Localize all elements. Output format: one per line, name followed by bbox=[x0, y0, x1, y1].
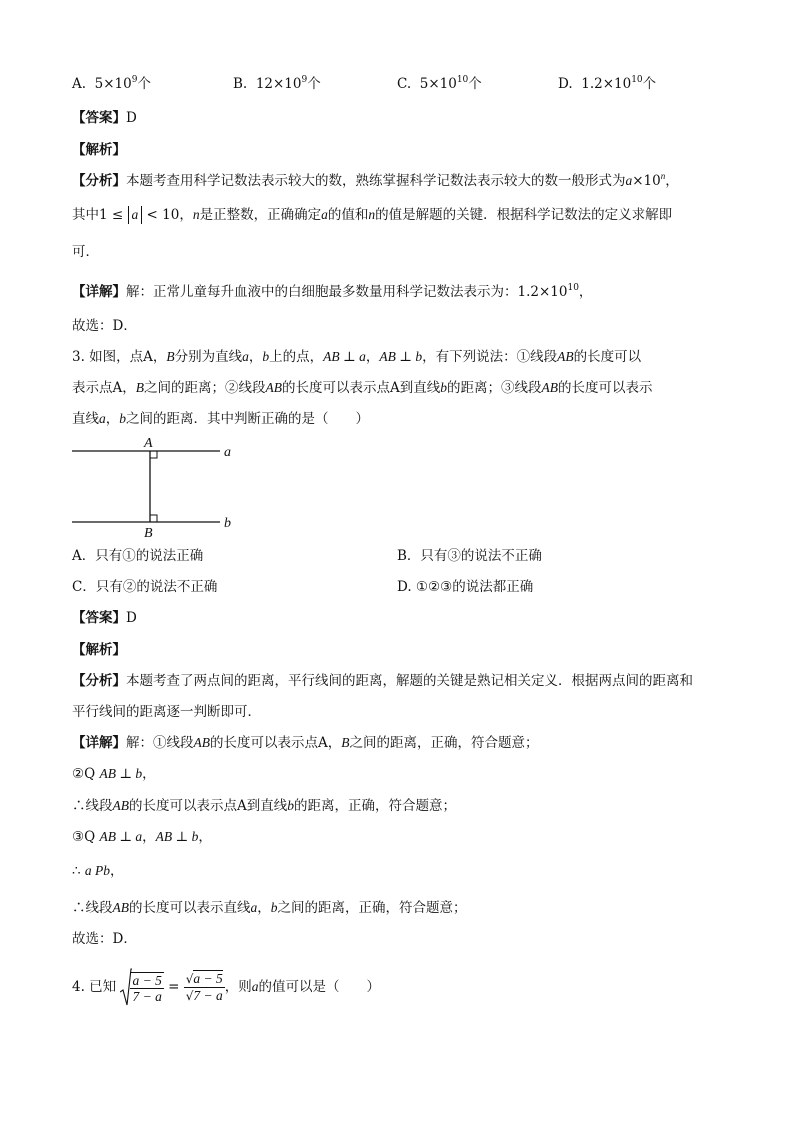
q2-option-d bbox=[558, 75, 656, 93]
q3-xiangjie-line-4 bbox=[72, 828, 212, 846]
text: 之间的距离．其中判断正确的是（ ） bbox=[126, 411, 369, 427]
numerator-root bbox=[184, 971, 225, 988]
q2-fenxi-line-3 bbox=[72, 243, 99, 261]
option-value: 12×10 bbox=[255, 76, 302, 92]
q2-xiangjie bbox=[72, 283, 592, 301]
text: 之间的距离，正确，符合题意； bbox=[277, 900, 467, 916]
math-var: b bbox=[440, 380, 447, 395]
math-var: B bbox=[135, 380, 144, 395]
fraction-left bbox=[130, 972, 163, 1004]
text: 是正整数，正确确定 bbox=[199, 207, 322, 223]
text: ， bbox=[142, 829, 156, 845]
q3-xiangjie-line-5 bbox=[72, 862, 124, 880]
math-expr: a Pb bbox=[84, 863, 111, 878]
q3-answer bbox=[72, 609, 137, 627]
text: 的值可以是（ ） bbox=[258, 979, 381, 995]
text: ， bbox=[110, 863, 124, 879]
math-var: b bbox=[270, 900, 278, 915]
text: ， bbox=[142, 766, 156, 782]
text: 的距离，正确，符合题意； bbox=[294, 798, 456, 814]
option-value: 5×10 bbox=[94, 76, 132, 92]
math-expr: AB ⊥ a bbox=[99, 829, 143, 844]
q3-option-c: C．只有②的说法不正确 bbox=[72, 579, 218, 595]
q3-xiangjie-line-1 bbox=[72, 734, 539, 752]
q2-answer bbox=[72, 109, 137, 127]
text: 其中 bbox=[72, 207, 99, 223]
text: 故选：D． bbox=[72, 931, 137, 947]
text: 之间的距离，正确，符合题意； bbox=[349, 735, 539, 751]
fraction-right bbox=[184, 971, 225, 1004]
text: 的长度可以表示点A到直线 bbox=[282, 380, 441, 396]
radical-icon: √ bbox=[185, 972, 194, 986]
math-var: AB bbox=[193, 735, 210, 750]
math-var: AB bbox=[557, 349, 574, 364]
q3-stem-line-3 bbox=[72, 410, 369, 428]
q2-fenxi-line-2 bbox=[72, 206, 672, 224]
text: 的距离；③线段 bbox=[447, 380, 542, 396]
text: ， bbox=[105, 411, 120, 427]
math-var: n bbox=[368, 207, 376, 222]
denominator: 7 − a bbox=[193, 988, 223, 1003]
text: 的长度可以表示点A到直线 bbox=[129, 798, 288, 814]
text: 的长度可以表示直线 bbox=[129, 900, 251, 916]
numerator: a − 5 bbox=[193, 971, 223, 986]
option-unit: 个 bbox=[307, 76, 321, 92]
math-expr: AB ⊥ b bbox=[155, 829, 199, 844]
right-angle-mark-b bbox=[150, 515, 157, 522]
text: 直线 bbox=[72, 411, 99, 427]
text: 4. 已知 bbox=[72, 979, 117, 995]
math-var: a bbox=[251, 979, 259, 994]
text: ，有下列说法：①线段 bbox=[422, 349, 558, 365]
math-var: b bbox=[287, 798, 294, 813]
text: ∴线段 bbox=[72, 900, 113, 916]
math-var: AB bbox=[265, 380, 282, 395]
analysis-tag: 【解析】 bbox=[72, 142, 126, 158]
text: 的值是解题的关键．根据科学记数法的定义求解即 bbox=[375, 207, 673, 223]
math-var: AB bbox=[112, 798, 129, 813]
text: 的长度可以表示点A， bbox=[210, 735, 342, 751]
option-letter: C. bbox=[397, 76, 412, 92]
fenxi-tag: 【分析】 bbox=[72, 673, 126, 689]
analysis-tag: 【解析】 bbox=[72, 642, 126, 658]
math-var: B bbox=[166, 349, 175, 364]
text: 的值和 bbox=[327, 207, 369, 223]
math-var: AB bbox=[112, 900, 129, 915]
math-var: AB bbox=[541, 380, 558, 395]
answer-value: D bbox=[126, 610, 137, 626]
label-point-b: B bbox=[144, 526, 153, 541]
math-var: a bbox=[99, 411, 106, 426]
answer-tag: 【答案】 bbox=[72, 610, 126, 626]
math-var: a bbox=[321, 207, 328, 222]
answer-value: D bbox=[126, 110, 137, 126]
text: ③Q bbox=[72, 829, 96, 845]
math-var: a bbox=[625, 173, 633, 188]
q3-figure bbox=[60, 433, 260, 543]
equals-sign: = bbox=[168, 979, 180, 995]
q3-stem-line-2 bbox=[72, 379, 653, 397]
text: ∴线段 bbox=[72, 798, 113, 814]
math-var: b bbox=[119, 411, 126, 426]
text: 解：正常儿童每升血液中的白细胞最多数量用科学记数法表示为： bbox=[126, 284, 518, 300]
math-var: n bbox=[192, 207, 200, 222]
math-text: < 10 bbox=[146, 207, 180, 223]
label-point-a: A bbox=[144, 436, 153, 451]
math-exponent: 10 bbox=[567, 283, 579, 293]
text: ， bbox=[198, 829, 212, 845]
option-exponent: 9 bbox=[131, 75, 138, 85]
q4-stem bbox=[72, 966, 380, 1008]
option-unit: 个 bbox=[468, 76, 482, 92]
absolute-value bbox=[128, 206, 143, 224]
math-var: a bbox=[131, 207, 139, 222]
q3-option-d: D. ①②③的说法都正确 bbox=[397, 579, 534, 595]
text: 平行线间的距离逐一判断即可． bbox=[72, 704, 261, 720]
label-line-b: b bbox=[224, 516, 231, 531]
option-unit: 个 bbox=[137, 76, 151, 92]
math-var: a bbox=[242, 349, 249, 364]
text: ， bbox=[365, 349, 380, 365]
math-expr: AB ⊥ b bbox=[379, 349, 423, 364]
option-letter: A. bbox=[72, 76, 87, 92]
text: ， bbox=[578, 284, 593, 300]
label-line-a: a bbox=[224, 445, 231, 460]
answer-tag: 【答案】 bbox=[72, 110, 126, 126]
text: 解：①线段 bbox=[126, 735, 194, 751]
option-unit: 个 bbox=[642, 76, 657, 92]
math-var: a bbox=[250, 900, 258, 915]
q3-fenxi-line-2 bbox=[72, 703, 261, 721]
math-var: b bbox=[262, 349, 270, 364]
q3-xiangjie-line-3 bbox=[72, 797, 456, 815]
q2-fenxi-line-1 bbox=[72, 172, 679, 190]
q3-option-b: B．只有③的说法不正确 bbox=[397, 548, 542, 564]
radical-icon: √ bbox=[185, 989, 194, 1003]
text: ②Q bbox=[72, 766, 96, 782]
math-var: n bbox=[660, 171, 666, 181]
q2-option-a bbox=[72, 75, 151, 93]
q2-option-b bbox=[233, 75, 321, 93]
text: ， bbox=[179, 207, 193, 223]
text: 的长度可以 bbox=[573, 349, 642, 365]
text: 上的点， bbox=[269, 349, 324, 365]
option-value: 1.2×10 bbox=[581, 76, 632, 92]
numerator: a − 5 bbox=[132, 972, 162, 988]
text: ， bbox=[248, 349, 263, 365]
text: 之间的距离；②线段 bbox=[144, 380, 266, 396]
math-text: 1.2×10 bbox=[517, 284, 568, 300]
text: 本题考查了两点间的距离，平行线间的距离，解题的关键是熟记相关定义．根据两点间的距离和 bbox=[126, 673, 693, 689]
text: 本题考查用科学记数法表示较大的数，熟练掌握科学记数法表示较大的数一般形式为 bbox=[126, 173, 626, 189]
math-expr: AB ⊥ b bbox=[99, 766, 143, 781]
math-expr: AB ⊥ a bbox=[323, 349, 366, 364]
q2-option-c bbox=[397, 75, 482, 93]
text: 分别为直线 bbox=[174, 349, 243, 365]
text: 3. 如图，点A， bbox=[72, 349, 167, 365]
denominator: 7 − a bbox=[132, 988, 162, 1004]
math-text: 1 ≤ bbox=[99, 207, 124, 223]
xiangjie-tag: 【详解】 bbox=[72, 284, 126, 300]
denominator-root bbox=[184, 988, 225, 1004]
q3-choice bbox=[72, 930, 137, 948]
text: 的长度可以表示 bbox=[558, 380, 653, 396]
option-letter: B. bbox=[233, 76, 248, 92]
q3-xiangjie-line-6 bbox=[72, 899, 467, 917]
xiangjie-tag: 【详解】 bbox=[72, 735, 126, 751]
q3-xiangjie-line-2 bbox=[72, 765, 156, 783]
text: ， bbox=[257, 900, 271, 916]
q3-stem-line-1 bbox=[72, 348, 641, 366]
option-exponent: 10 bbox=[631, 75, 643, 85]
fenxi-tag: 【分析】 bbox=[72, 173, 126, 189]
q3-analysis-header bbox=[72, 641, 126, 659]
option-exponent: 9 bbox=[301, 75, 308, 85]
math-var: B bbox=[341, 735, 350, 750]
q2-choice bbox=[72, 317, 137, 335]
text: 可． bbox=[72, 244, 99, 260]
text: 表示点A， bbox=[72, 380, 136, 396]
q3-option-a: A．只有①的说法正确 bbox=[72, 548, 204, 564]
text: 故选：D． bbox=[72, 318, 137, 334]
text: ∴ bbox=[72, 863, 81, 879]
right-angle-mark-a bbox=[150, 451, 157, 458]
option-exponent: 10 bbox=[456, 75, 469, 85]
q3-fenxi-line-1 bbox=[72, 672, 693, 690]
math-text: ×10 bbox=[632, 173, 661, 189]
text: ， bbox=[665, 173, 679, 189]
text: ，则 bbox=[224, 979, 252, 995]
q2-analysis-header bbox=[72, 141, 126, 159]
option-letter: D. bbox=[558, 76, 573, 92]
option-value: 5×10 bbox=[419, 76, 457, 92]
